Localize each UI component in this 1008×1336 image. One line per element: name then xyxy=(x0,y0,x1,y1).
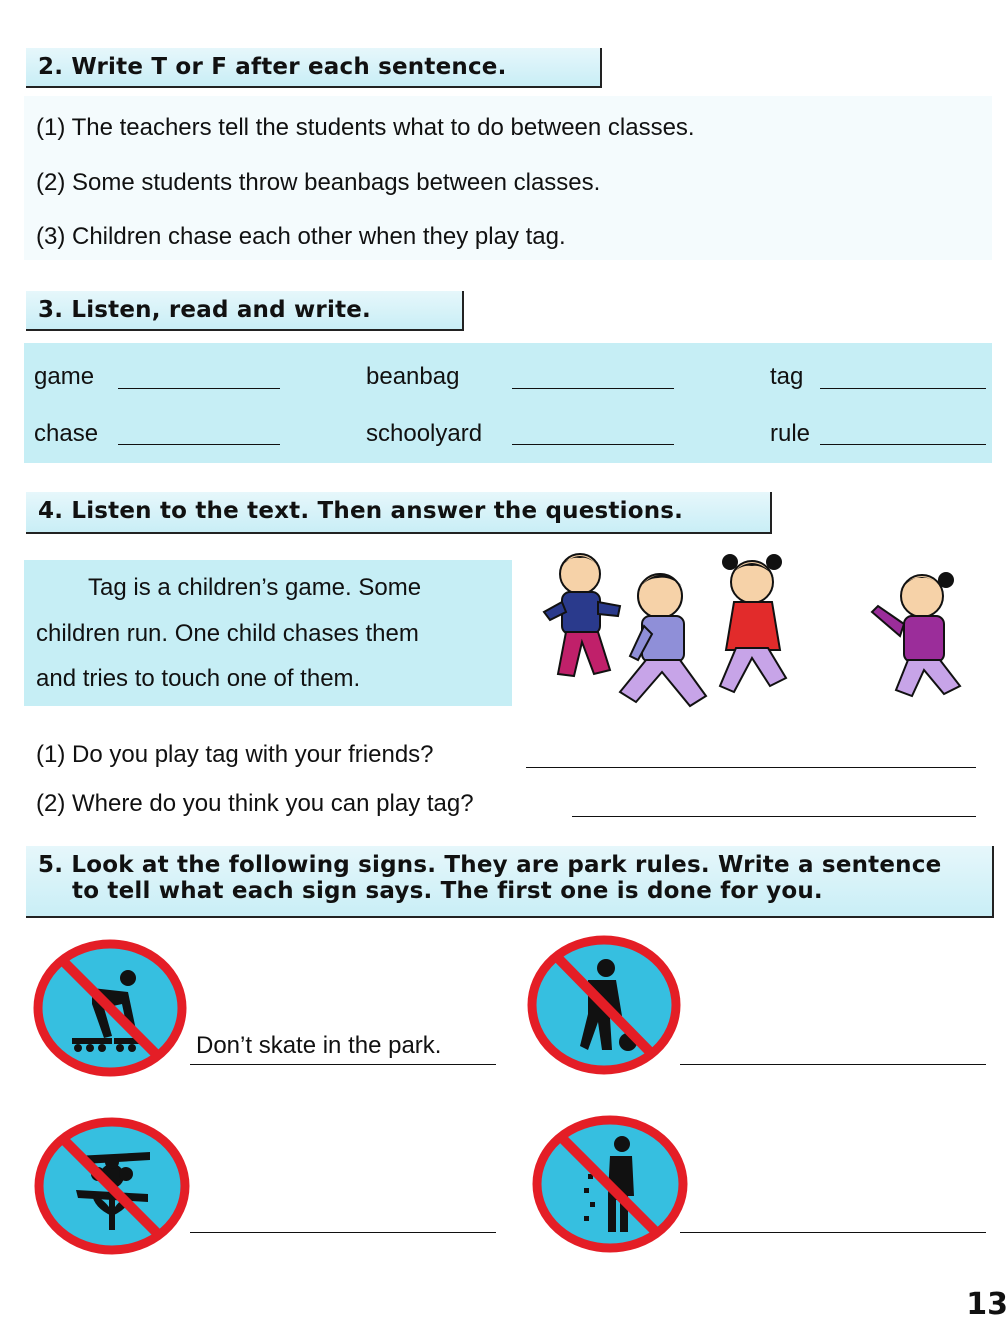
section-5-heading-line-1: 5. Look at the following signs. They are park rules. Write a sentence xyxy=(38,852,942,878)
word-game: game xyxy=(34,363,95,390)
word-rule: rule xyxy=(770,420,811,447)
tf-sentence-1: (1) The teachers tell the students what to do between classes. xyxy=(36,114,695,141)
answer-line-1[interactable] xyxy=(526,767,976,768)
no-skating-sign xyxy=(32,938,188,1078)
answer-line-sign-2[interactable] xyxy=(680,1064,986,1065)
no-ball-games-sign xyxy=(526,934,682,1076)
blank-game[interactable] xyxy=(118,388,280,389)
word-beanbag: beanbag xyxy=(366,363,460,390)
passage-line-1: Tag is a children’s game. Some xyxy=(88,574,422,601)
answer-line-2[interactable] xyxy=(572,816,976,817)
blank-chase[interactable] xyxy=(118,444,280,445)
section-3-heading: 3. Listen, read and write. xyxy=(26,291,464,331)
word-schoolyard: schoolyard xyxy=(366,420,483,447)
question-2: (2) Where do you think you can play tag? xyxy=(36,790,474,817)
section-5-heading-line-2: to tell what each sign says. The first one is done for you. xyxy=(72,878,823,904)
tf-sentence-3: (3) Children chase each other when they play tag. xyxy=(36,223,566,250)
blank-beanbag[interactable] xyxy=(512,388,674,389)
word-chase: chase xyxy=(34,420,99,447)
passage-line-3: and tries to touch one of them. xyxy=(36,665,361,692)
blank-rule[interactable] xyxy=(820,444,986,445)
answer-line-sign-3[interactable] xyxy=(190,1232,496,1233)
no-picking-flowers-sign xyxy=(32,1116,192,1256)
word-tag: tag xyxy=(770,363,804,390)
blank-schoolyard[interactable] xyxy=(512,444,674,445)
answer-line-sign-1 xyxy=(190,1064,496,1065)
tf-sentence-2: (2) Some students throw beanbags between classes. xyxy=(36,169,601,196)
page-number: 13 xyxy=(966,1287,1008,1322)
example-answer: Don’t skate in the park. xyxy=(196,1032,442,1059)
answer-line-sign-4[interactable] xyxy=(680,1232,986,1233)
section-5-heading xyxy=(26,846,994,918)
blank-tag[interactable] xyxy=(820,388,986,389)
no-littering-sign xyxy=(530,1114,690,1254)
section-4-heading: 4. Listen to the text. Then answer the questions. xyxy=(26,492,772,534)
word-panel xyxy=(24,343,992,463)
children-playing-tag-illustration xyxy=(540,546,990,736)
section-2-heading: 2. Write T or F after each sentence. xyxy=(26,48,602,88)
question-1: (1) Do you play tag with your friends? xyxy=(36,741,434,768)
passage-line-2: children run. One child chases them xyxy=(36,620,419,647)
